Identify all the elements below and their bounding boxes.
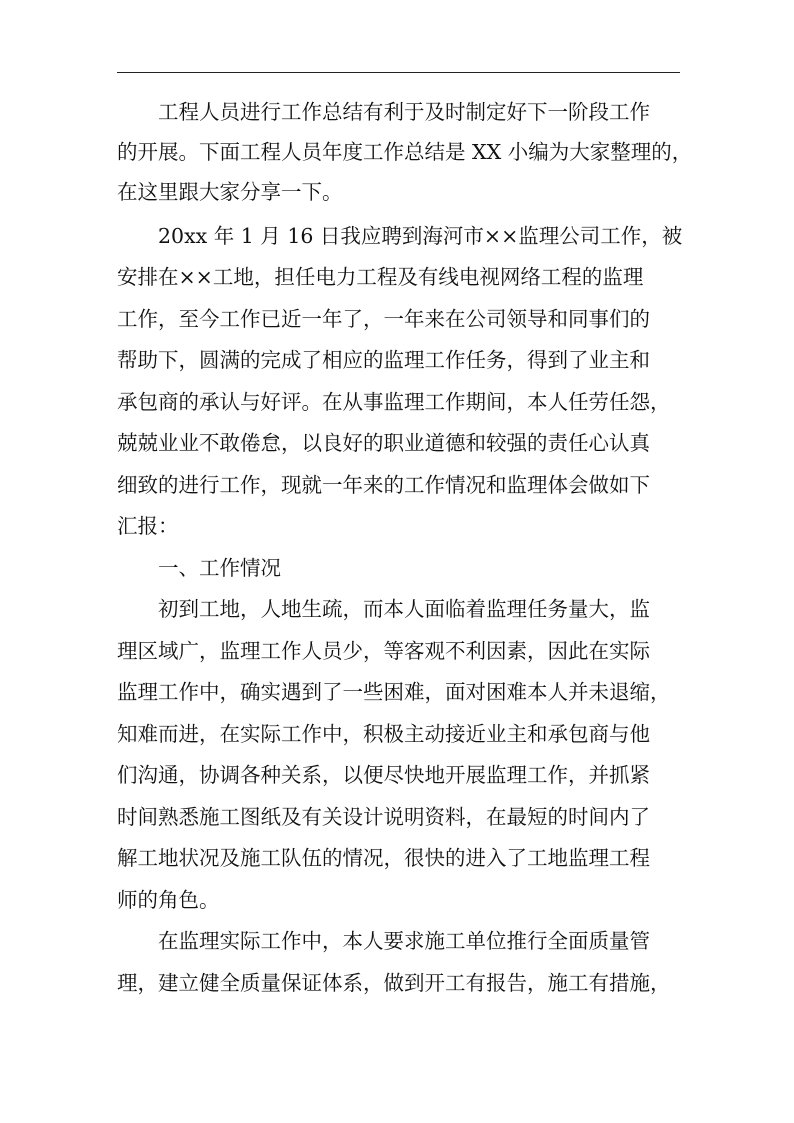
paragraph-line: 们沟通，协调各种关系，以便尽快地开展监理工作，并抓紧 bbox=[117, 763, 650, 787]
header-rule bbox=[117, 72, 680, 73]
section-heading: 一、工作情况 bbox=[158, 556, 281, 580]
paragraph-line: 帮助下，圆满的完成了相应的监理工作任务，得到了业主和 bbox=[117, 348, 650, 372]
paragraph-line: 知难而进，在实际工作中，积极主动接近业主和承包商与他 bbox=[117, 722, 650, 746]
paragraph-line: 师的角色。 bbox=[117, 888, 220, 912]
paragraph-line: 解工地状况及施工队伍的情况，很快的进入了工地监理工程 bbox=[117, 846, 650, 870]
paragraph-line: 初到工地，人地生疏，而本人面临着监理任务量大，监 bbox=[158, 597, 650, 621]
paragraph-line: 汇报： bbox=[117, 514, 179, 538]
paragraph-line: 在监理实际工作中，本人要求施工单位推行全面质量管 bbox=[158, 929, 650, 953]
paragraph-line: 理，建立健全质量保证体系，做到开工有报告，施工有措施， bbox=[117, 971, 671, 995]
paragraph-line: 监理工作中，确实遇到了一些困难，面对困难本人并未退缩， bbox=[117, 680, 671, 704]
paragraph-line: 时间熟悉施工图纸及有关设计说明资料，在最短的时间内了 bbox=[117, 805, 650, 829]
paragraph-line: 20xx 年 1 月 16 日我应聘到海河市××监理公司工作，被 bbox=[158, 224, 683, 248]
paragraph-line: 工作，至今工作已近一年了，一年来在公司领导和同事们的 bbox=[117, 307, 650, 331]
paragraph-line: 在这里跟大家分享一下。 bbox=[117, 180, 343, 204]
paragraph-line: 安排在××工地，担任电力工程及有线电视网络工程的监理 bbox=[117, 265, 644, 289]
paragraph-line: 细致的进行工作，现就一年来的工作情况和监理体会做如下 bbox=[117, 473, 650, 497]
paragraph-line: 承包商的承认与好评。在从事监理工作期间，本人任劳任怨， bbox=[117, 390, 671, 414]
paragraph-line: 工程人员进行工作总结有利于及时制定好下一阶段工作 bbox=[158, 100, 650, 124]
paragraph-line: 理区域广，监理工作人员少，等客观不利因素，因此在实际 bbox=[117, 639, 650, 663]
paragraph-line: 兢兢业业不敢倦怠，以良好的职业道德和较强的责任心认真 bbox=[117, 431, 650, 455]
paragraph-line: 的开展。下面工程人员年度工作总结是 XX 小编为大家整理的， bbox=[117, 140, 693, 164]
